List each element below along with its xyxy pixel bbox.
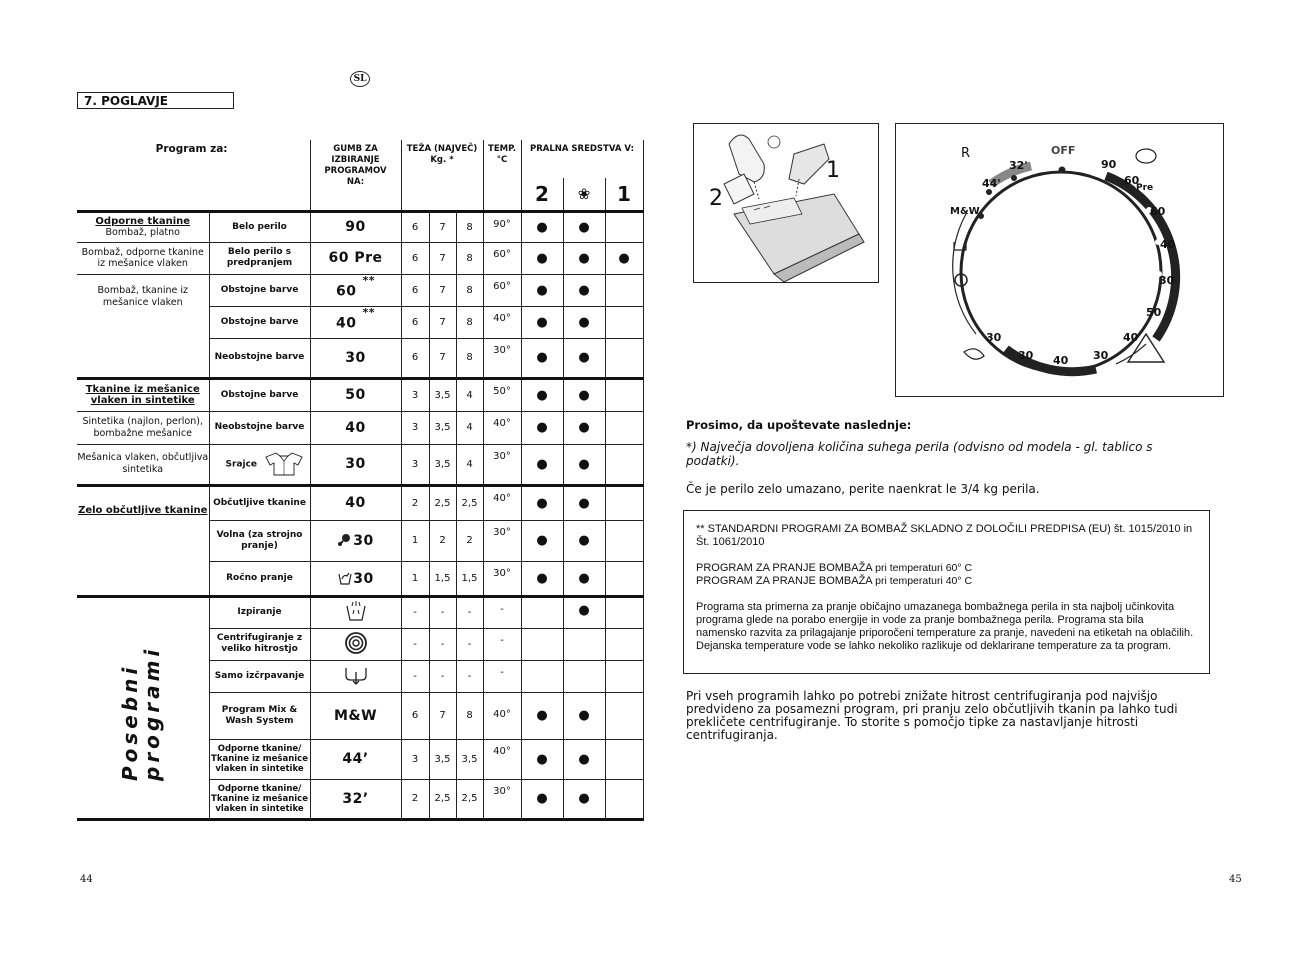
- weight-min: 3: [401, 739, 429, 779]
- std-description: Programa sta primerna za pranje običajno umazanega bombažnega perila in sta najbolj učinkovita programa glede na porabo energije in vode za pranje bombažnega perila. Programa sta bila namensko razvita za prilagajanje priporočeni temperature za pranje, navedeni na etiketah na oblačilih. Dejanska temperature vode se lahko nekoliko razlikuje od deklarirane temperature za ta program.: [696, 601, 1194, 652]
- dial-label: 30: [986, 331, 1002, 344]
- detergent-1-mark: [605, 692, 643, 739]
- detergent-2-mark: ●: [521, 411, 563, 444]
- weight-max: 8: [456, 211, 483, 242]
- program-name: Samo izčrpavanje: [209, 660, 310, 692]
- program-name: Ročno pranje: [209, 561, 310, 596]
- program-name: Belo perilo: [209, 211, 310, 242]
- weight-min: 6: [401, 692, 429, 739]
- program-shirts: Srajce: [209, 444, 310, 485]
- program-name: Občutljive tkanine: [209, 485, 310, 520]
- detergent-2-mark: ●: [521, 739, 563, 779]
- temperature: 60°: [483, 242, 521, 274]
- knob-position: 32’: [310, 779, 401, 819]
- detergent-2-mark: [521, 596, 563, 628]
- weight-min: -: [401, 628, 429, 660]
- weight-max: 8: [456, 692, 483, 739]
- spin-icon: [344, 631, 368, 655]
- detergent-flower-mark: ●: [563, 485, 605, 520]
- program-name: Program Mix & Wash System: [209, 692, 310, 739]
- drawer-label-2: 2: [709, 186, 723, 211]
- weight-min: 1: [401, 561, 429, 596]
- detergent-2-mark: ●: [521, 338, 563, 378]
- header-program: Program za:: [155, 143, 228, 155]
- detergent-1-mark: [605, 660, 643, 692]
- chapter-title: 7. POGLAVJE: [77, 92, 234, 109]
- page-number-right: 45: [1229, 874, 1242, 885]
- std-programs: PROGRAM ZA PRANJE BOMBAŽA pri temperaturi 60° C PROGRAM ZA PRANJE BOMBAŽA pri temperaturi 40° C: [696, 562, 973, 587]
- group-cotton-mixed: Bombaž, odporne tkanine iz mešanice vlaken: [77, 242, 209, 274]
- weight-min: 3: [401, 411, 429, 444]
- temperature: 30°: [483, 444, 521, 485]
- dial-label: 32': [1009, 159, 1028, 172]
- knob-position: 30: [310, 520, 401, 561]
- detergent-flower-mark: ●: [563, 739, 605, 779]
- detergent-1-mark: [605, 596, 643, 628]
- weight-min: 2: [401, 779, 429, 819]
- detergent-flower-mark: ●: [563, 596, 605, 628]
- detergent-flower-mark: ●: [563, 692, 605, 739]
- dial-off-label: OFF: [1051, 144, 1076, 157]
- program-table: [77, 140, 644, 821]
- weight-mid: -: [429, 628, 456, 660]
- detergent-2-mark: ●: [521, 306, 563, 338]
- dial-label: 30: [1159, 274, 1175, 287]
- weight-min: 6: [401, 242, 429, 274]
- knob-position: 44’: [310, 739, 401, 779]
- detergent-1-mark: [605, 411, 643, 444]
- weight-mid: 3,5: [429, 444, 456, 485]
- detergent-2-mark: ●: [521, 779, 563, 819]
- weight-max: 2,5: [456, 779, 483, 819]
- temperature: 30°: [483, 520, 521, 561]
- detergent-2-mark: ●: [521, 274, 563, 306]
- detergent-flower-mark: ●: [563, 211, 605, 242]
- weight-max: -: [456, 660, 483, 692]
- knob-position: 60 Pre: [310, 242, 401, 274]
- detergent-2-mark: ●: [521, 242, 563, 274]
- detergent-1-mark: [605, 306, 643, 338]
- group-synthetics: Tkanine iz mešanice vlaken in sintetike: [77, 378, 209, 411]
- temperature: 40°: [483, 306, 521, 338]
- dial-label: 50: [1146, 306, 1162, 319]
- dial-label: 30: [1018, 349, 1034, 362]
- weight-mid: 3,5: [429, 378, 456, 411]
- detergent-flower-mark: ●: [563, 444, 605, 485]
- detergent-flower-mark: ●: [563, 411, 605, 444]
- detergent-drawer-illustration: [693, 123, 879, 283]
- detergent-flower-mark: ●: [563, 561, 605, 596]
- weight-mid: 7: [429, 338, 456, 378]
- temperature: 60°: [483, 274, 521, 306]
- knob-position: 90: [310, 211, 401, 242]
- dial-label: 90: [1101, 158, 1117, 171]
- detergent-flower-mark: [563, 628, 605, 660]
- knob-position: [310, 628, 401, 660]
- group-very-delicate: Zelo občutljive tkanine: [77, 485, 209, 596]
- dial-label: 40: [1123, 331, 1139, 344]
- detergent-flower-mark: ●: [563, 242, 605, 274]
- shirt-icon: [264, 451, 304, 477]
- temperature: -: [483, 660, 521, 692]
- weight-max: 2,5: [456, 485, 483, 520]
- weight-min: 2: [401, 485, 429, 520]
- group-special-programs: Posebni programi: [77, 596, 209, 819]
- temperature: -: [483, 628, 521, 660]
- temperature: 50°: [483, 378, 521, 411]
- weight-mid: -: [429, 660, 456, 692]
- group-resistant-fabrics: Odporne tkanine Bombaž, platno: [77, 211, 209, 242]
- weight-min: 6: [401, 338, 429, 378]
- detergent-2-mark: ●: [521, 378, 563, 411]
- detergent-2-mark: [521, 660, 563, 692]
- weight-max: 4: [456, 378, 483, 411]
- detergent-1-mark: [605, 561, 643, 596]
- knob-position: 40: [310, 485, 401, 520]
- drawer-label-1: 1: [826, 158, 840, 183]
- header-temp: TEMP. °C: [483, 140, 521, 211]
- detergent-1-mark: [605, 628, 643, 660]
- dial-label: 60: [1150, 205, 1166, 218]
- weight-mid: 7: [429, 274, 456, 306]
- notes-title: Prosimo, da upoštevate naslednje:: [686, 418, 912, 432]
- detergent-1-mark: [605, 739, 643, 779]
- weight-min: -: [401, 596, 429, 628]
- rinse-icon: [344, 600, 368, 622]
- program-name: Obstojne barve: [209, 378, 310, 411]
- detergent-compartment-1: 1: [605, 178, 643, 211]
- standard-programs-box: [683, 510, 1210, 674]
- drain-icon: [343, 664, 369, 686]
- weight-max: 1,5: [456, 561, 483, 596]
- weight-mid: 2,5: [429, 485, 456, 520]
- detergent-2-mark: [521, 628, 563, 660]
- program-name: Neobstojne barve: [209, 411, 310, 444]
- knob-position: 30: [310, 561, 401, 596]
- dial-rapid-label: R: [961, 146, 971, 161]
- program-name: Odporne tkanine/ Tkanine iz mešanice vlaken in sintetike: [209, 739, 310, 779]
- detergent-1-mark: [605, 211, 643, 242]
- wool-leaf-icon: [964, 349, 984, 359]
- detergent-flower-mark: [563, 660, 605, 692]
- weight-mid: 7: [429, 211, 456, 242]
- knob-position: 30: [310, 338, 401, 378]
- knob-position: 60**: [310, 274, 401, 306]
- group-delicate-synthetics: Mešanica vlaken, občutljiva sintetika: [77, 444, 209, 485]
- language-badge: SL: [350, 71, 370, 87]
- program-name: Belo perilo s predpranjem: [209, 242, 310, 274]
- program-name: Izpiranje: [209, 596, 310, 628]
- knob-position: 40**: [310, 306, 401, 338]
- temperature: 40°: [483, 411, 521, 444]
- detergent-2-mark: ●: [521, 692, 563, 739]
- weight-mid: 3,5: [429, 411, 456, 444]
- detergent-flower-mark: ●: [563, 520, 605, 561]
- hand-wash-icon: [337, 570, 353, 586]
- dial-label: 44': [982, 177, 1001, 190]
- program-name: Centrifugiranje z veliko hitrostjo: [209, 628, 310, 660]
- dial-label: 30: [1093, 349, 1109, 362]
- weight-min: 6: [401, 211, 429, 242]
- note-max-load: *) Največja dovoljena količina suhega perila (odvisno od modela - gl. tablico s podatki).: [686, 440, 1153, 468]
- weight-max: 8: [456, 338, 483, 378]
- weight-max: 4: [456, 411, 483, 444]
- flower-icon: ❀: [563, 178, 605, 211]
- weight-max: 8: [456, 306, 483, 338]
- weight-min: 6: [401, 274, 429, 306]
- group-synthetics-sub: Sintetika (najlon, perlon), bombažne mešanice: [77, 411, 209, 444]
- weight-max: -: [456, 628, 483, 660]
- weight-max: -: [456, 596, 483, 628]
- detergent-compartment-2: 2: [521, 178, 563, 211]
- knob-position: [310, 660, 401, 692]
- detergent-1-mark: [605, 520, 643, 561]
- weight-min: 1: [401, 520, 429, 561]
- dial-label: 40: [1053, 354, 1069, 367]
- detergent-1-mark: [605, 485, 643, 520]
- header-detergent: PRALNA SREDSTVA V:: [521, 140, 643, 178]
- dial-label: 40: [1160, 238, 1176, 251]
- weight-mid: -: [429, 596, 456, 628]
- std-heading: ** STANDARDNI PROGRAMI ZA BOMBAŽ SKLADNO Z DOLOČILI PREDPISA (EU) št. 1015/2010 in Št. 1061/2010: [696, 523, 1193, 548]
- weight-mid: 2: [429, 520, 456, 561]
- temperature: 40°: [483, 485, 521, 520]
- temperature: 30°: [483, 561, 521, 596]
- detergent-1-mark: [605, 378, 643, 411]
- detergent-flower-mark: ●: [563, 306, 605, 338]
- spin-speed-note: Pri vseh programih lahko po potrebi znižate hitrost centrifugiranja pod najvišjo predvideno za posamezni program, pri pranju zelo občutljivih tkanin pa lahko tudi prekličete centrifugiranje. To storite s pomočjo tipke za nastavljanje hitrosti centrifugiranja.: [686, 689, 1178, 742]
- detergent-2-mark: ●: [521, 485, 563, 520]
- program-name: Odporne tkanine/ Tkanine iz mešanice vlaken in sintetike: [209, 779, 310, 819]
- program-dial-illustration: [895, 123, 1224, 397]
- page-number-left: 44: [80, 874, 93, 885]
- detergent-1-mark: ●: [605, 242, 643, 274]
- temperature: 30°: [483, 338, 521, 378]
- knob-position: 30: [310, 444, 401, 485]
- detergent-1-mark: [605, 779, 643, 819]
- detergent-flower-mark: ●: [563, 338, 605, 378]
- weight-max: 8: [456, 242, 483, 274]
- temperature: 40°: [483, 692, 521, 739]
- weight-min: 3: [401, 444, 429, 485]
- detergent-2-mark: ●: [521, 561, 563, 596]
- detergent-2-mark: ●: [521, 444, 563, 485]
- group-cotton-blends: Bombaž, tkanine iz mešanice vlaken: [77, 274, 209, 378]
- wool-icon: [337, 533, 353, 547]
- weight-max: 4: [456, 444, 483, 485]
- program-name: Neobstojne barve: [209, 338, 310, 378]
- weight-mid: 7: [429, 306, 456, 338]
- weight-mid: 7: [429, 692, 456, 739]
- header-knob: GUMB ZA IZBIRANJE PROGRAMOV NA:: [310, 140, 401, 211]
- dial-label: M&W: [950, 206, 980, 217]
- weight-min: 3: [401, 378, 429, 411]
- detergent-flower-mark: ●: [563, 779, 605, 819]
- knob-position: [310, 596, 401, 628]
- weight-mid: 2,5: [429, 779, 456, 819]
- weight-mid: 1,5: [429, 561, 456, 596]
- header-weight: TEŽA (NAJVEČ) Kg. *: [401, 140, 483, 211]
- note-heavy-soil: Če je perilo zelo umazano, perite naenkrat le 3/4 kg perila.: [686, 482, 1040, 496]
- temperature: 90°: [483, 211, 521, 242]
- temperature: 30°: [483, 779, 521, 819]
- program-name: Volna (za strojno pranje): [209, 520, 310, 561]
- cotton-icon: [1136, 149, 1156, 163]
- program-name: Obstojne barve: [209, 274, 310, 306]
- program-name: Obstojne barve: [209, 306, 310, 338]
- knob-position: 40: [310, 411, 401, 444]
- detergent-flower-mark: ●: [563, 274, 605, 306]
- detergent-2-mark: ●: [521, 520, 563, 561]
- temperature: 40°: [483, 739, 521, 779]
- weight-max: 3,5: [456, 739, 483, 779]
- weight-mid: 7: [429, 242, 456, 274]
- detergent-flower-mark: ●: [563, 378, 605, 411]
- weight-min: 6: [401, 306, 429, 338]
- weight-mid: 3,5: [429, 739, 456, 779]
- detergent-1-mark: [605, 338, 643, 378]
- detergent-1-mark: [605, 444, 643, 485]
- weight-max: 8: [456, 274, 483, 306]
- weight-max: 2: [456, 520, 483, 561]
- detergent-1-mark: [605, 274, 643, 306]
- temperature: -: [483, 596, 521, 628]
- knob-position: M&W: [310, 692, 401, 739]
- dial-label: Pre: [1136, 183, 1154, 193]
- dial-label: 60: [1124, 174, 1140, 187]
- detergent-2-mark: ●: [521, 211, 563, 242]
- knob-position: 50: [310, 378, 401, 411]
- weight-min: -: [401, 660, 429, 692]
